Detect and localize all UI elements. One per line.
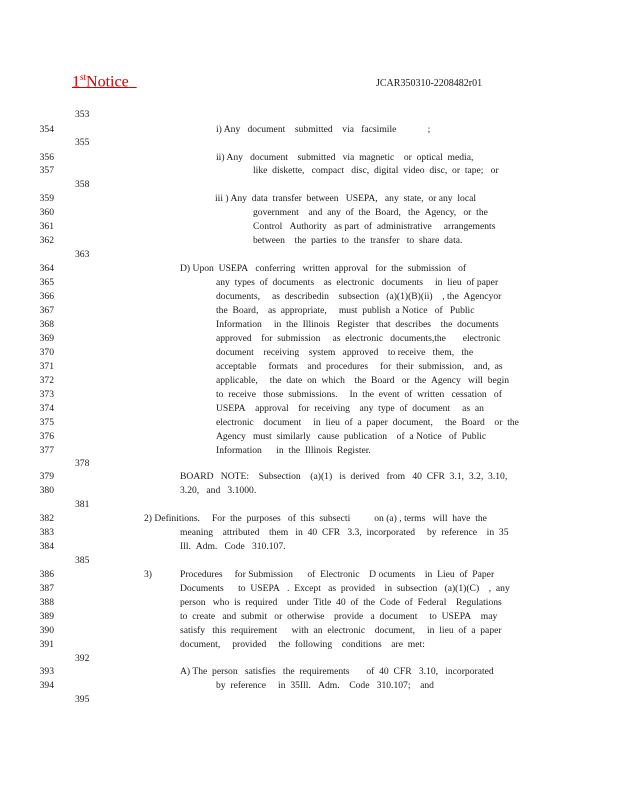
line-number: 370	[39, 347, 54, 358]
line-number: 369	[39, 333, 54, 344]
line-text: to receive those submissions. In the event of written cessation of	[216, 389, 502, 400]
line-number: 387	[39, 583, 54, 594]
line-text: any types of documents as electronic documents in lieu of paper	[216, 277, 499, 288]
line-number: 385	[75, 555, 90, 566]
line-text: Agency must similarly cause publication of a Notice of Public	[216, 431, 487, 442]
line-text: BOARD NOTE: Subsection (a)(1) is derived from 40 CFR 3.1, 3.2, 3.10,	[180, 471, 508, 482]
line-number: 373	[39, 389, 54, 400]
line-number: 365	[39, 277, 54, 288]
line-text: Control Authority as part of administrative arrangements	[253, 221, 496, 232]
line-text: document, provided the following conditions are met:	[180, 639, 425, 650]
line-number: 375	[39, 417, 54, 428]
line-number: 367	[39, 305, 54, 316]
line-text: meaning attributed them in 40 CFR 3.3, incorporated by reference in 35	[180, 527, 509, 538]
line-number: 390	[39, 625, 54, 636]
line-text: ii) Any document submitted via magnetic or optical media,	[216, 152, 474, 163]
line-number: 360	[39, 207, 54, 218]
line-number: 353	[75, 109, 90, 120]
line-text: government and any of the Board, the Agency, or the	[253, 207, 488, 218]
line-number: 393	[39, 666, 54, 677]
line-number: 366	[39, 291, 54, 302]
line-text: the Board, as appropriate, must publish a Notice of Public	[216, 305, 475, 316]
line-text: iii ) Any data transfer between USEPA, any state, or any local	[215, 193, 477, 204]
line-number: 363	[75, 249, 90, 260]
line-number: 371	[39, 361, 54, 372]
line-number: 356	[39, 152, 54, 163]
line-number: 395	[75, 694, 90, 705]
line-number: 362	[39, 235, 54, 246]
line-number: 378	[75, 458, 90, 469]
line-number: 372	[39, 375, 54, 386]
line-number: 380	[39, 485, 54, 496]
line-number: 359	[39, 193, 54, 204]
line-text: document receiving system approved to receive them, the	[216, 347, 474, 358]
line-number: 364	[39, 263, 54, 274]
line-text: USEPA approval for receiving any type of document as an	[216, 403, 484, 414]
line-text: Procedures for Submission of Electronic D ocuments in Lieu of Paper	[180, 569, 495, 580]
line-text: Information in the Illinois Register that describes the documents	[216, 319, 499, 330]
line-number: 355	[75, 137, 90, 148]
notice-suffix: st	[80, 72, 87, 82]
line-text: Ill. Adm. Code 310.107.	[180, 541, 286, 552]
line-number: 358	[75, 179, 90, 190]
line-text: between the parties to the transfer to share data.	[253, 235, 463, 246]
line-text: 3.20, and 3.1000.	[180, 485, 257, 496]
line-text: electronic document in lieu of a paper document, the Board or the	[216, 417, 519, 428]
line-number: 381	[75, 499, 90, 510]
notice-heading	[72, 72, 137, 91]
line-number: 388	[39, 597, 54, 608]
line-number: 391	[39, 639, 54, 650]
line-number: 384	[39, 541, 54, 552]
line-number: 394	[39, 680, 54, 691]
line-number: 377	[39, 445, 54, 456]
line-number: 389	[39, 611, 54, 622]
line-text: acceptable formats and procedures for their submission, and, as	[216, 361, 503, 372]
line-text: approved for submission as electronic documents,the electronic	[216, 333, 501, 344]
line-number: 354	[39, 124, 54, 135]
line-number: 376	[39, 431, 54, 442]
line-text: applicable, the date on which the Board or the Agency will begin	[216, 375, 510, 386]
line-text: A) The person satisfies the requirements of 40 CFR 3.10, incorporated	[180, 666, 494, 677]
line-text: person who is required under Title 40 of the Code of Federal Regulations	[180, 597, 502, 608]
line-text: Information in the Illinois Register.	[216, 445, 371, 456]
line-number: 379	[39, 471, 54, 482]
line-number: 383	[39, 527, 54, 538]
notice-number: 1	[72, 73, 80, 91]
line-text: D) Upon USEPA conferring written approval for the submission of	[180, 263, 467, 274]
line-number: 361	[39, 221, 54, 232]
line-number: 386	[39, 569, 54, 580]
line-text: 3)	[144, 569, 152, 580]
line-number: 357	[39, 165, 54, 176]
line-number: 392	[75, 653, 90, 664]
line-text: satisfy this requirement with an electronic document, in lieu of a paper	[180, 625, 502, 636]
line-number: 368	[39, 319, 54, 330]
line-text: i) Any document submitted via facsimile ;	[216, 124, 431, 135]
notice-word: Notice	[86, 73, 129, 91]
line-number: 374	[39, 403, 54, 414]
line-number: 382	[39, 513, 54, 524]
line-text: Documents to USEPA . Except as provided in subsection (a)(1)(C) , any	[180, 583, 510, 594]
line-text: like diskette, compact disc, digital video disc, or tape; or	[253, 165, 499, 176]
line-text: to create and submit or otherwise provide a document to USEPA may	[180, 611, 498, 622]
line-text: documents, as describedin subsection (a)(1)(B)(ii) , the Agencyor	[216, 291, 502, 302]
document-code: JCAR350310-2208482r01	[376, 78, 483, 89]
line-text: by reference in 35Ill. Adm. Code 310.107; and	[216, 680, 434, 691]
line-text: 2) Definitions. For the purposes of this subsecti on (a) , terms will have the	[144, 513, 487, 524]
